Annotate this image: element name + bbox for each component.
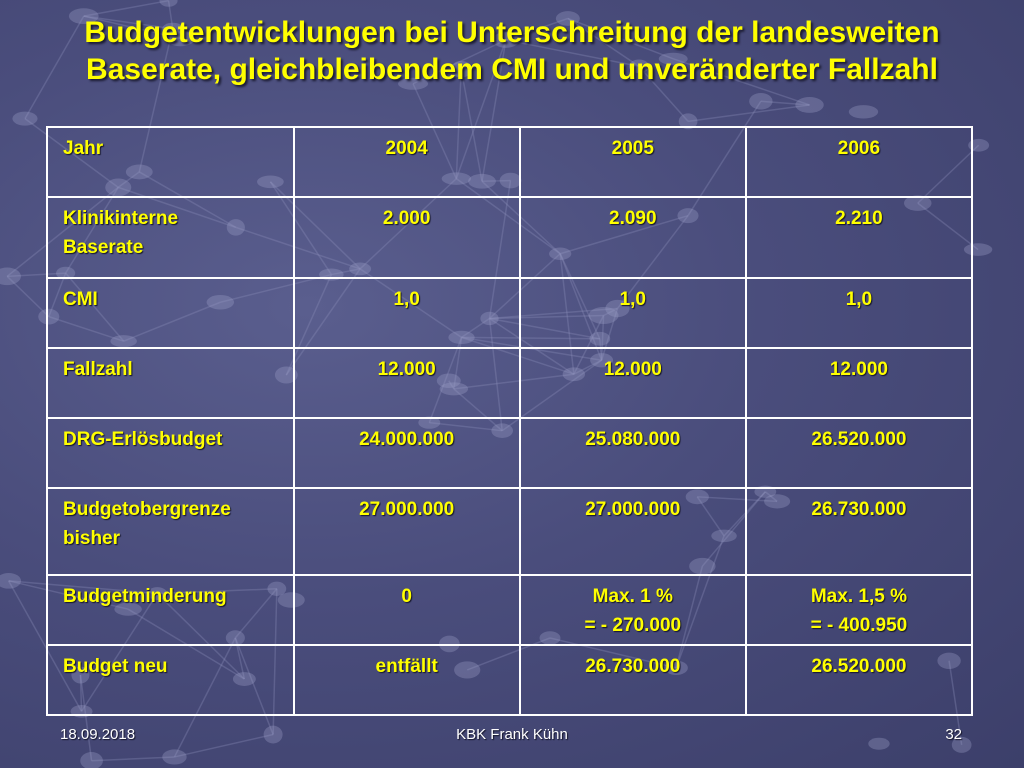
row-label-drg-erloesbudget: DRG-Erlösbudget <box>47 418 294 488</box>
background-node <box>80 752 103 768</box>
slide-title <box>0 14 1024 88</box>
cell-line: = - 270.000 <box>584 615 682 636</box>
header-cell-2004: 2004 <box>294 127 520 197</box>
header-cell-2005: 2005 <box>520 127 746 197</box>
cell-budget-neu-2006: 26.520.000 <box>746 645 972 715</box>
cell-fallzahl-2005: 12.000 <box>520 348 746 418</box>
cell-drg-2006: 26.520.000 <box>746 418 972 488</box>
table-row-cmi <box>47 278 972 348</box>
cell-line: Max. 1 % <box>592 586 673 607</box>
row-label-budget-neu: Budget neu <box>47 645 294 715</box>
background-node <box>162 749 186 764</box>
background-node <box>12 112 37 126</box>
background-node <box>159 0 177 7</box>
row-label-line: Baserate <box>63 237 144 258</box>
slide-title-line-2: Baserate, gleichbleibendem CMI und unveränderter Fallzahl <box>86 53 938 86</box>
budget-table <box>46 126 973 716</box>
table-row-budgetminderung <box>47 575 972 645</box>
background-node <box>849 105 878 118</box>
table-row-budgetobergrenze <box>47 488 972 575</box>
footer-date: 18.09.2018 <box>60 726 136 743</box>
row-label-cmi: CMI <box>47 278 294 348</box>
cell-line: Max. 1,5 % <box>810 586 907 607</box>
background-node <box>0 268 21 286</box>
cell-baserate-2005: 2.090 <box>520 197 746 278</box>
background-node <box>0 573 21 589</box>
cell-baserate-2004: 2.000 <box>294 197 520 278</box>
cell-budget-neu-2004: entfällt <box>294 645 520 715</box>
table-row-budget-neu <box>47 645 972 715</box>
background-node <box>749 93 772 110</box>
cell-drg-2005: 25.080.000 <box>520 418 746 488</box>
slide-title-line-1: Budgetentwicklungen bei Unterschreitung der landesweiten <box>84 16 940 49</box>
cell-cmi-2005: 1,0 <box>520 278 746 348</box>
background-node <box>868 738 889 750</box>
header-cell-year: Jahr <box>47 127 294 197</box>
table-row-drg-erloesbudget <box>47 418 972 488</box>
cell-cmi-2006: 1,0 <box>746 278 972 348</box>
cell-obergrenze-2005: 27.000.000 <box>520 488 746 575</box>
cell-budget-neu-2005: 26.730.000 <box>520 645 746 715</box>
cell-cmi-2004: 1,0 <box>294 278 520 348</box>
background-node <box>795 97 823 113</box>
row-label-fallzahl: Fallzahl <box>47 348 294 418</box>
cell-minderung-2004: 0 <box>294 575 520 645</box>
row-label-line: bisher <box>63 528 121 549</box>
footer-author: KBK Frank Kühn <box>456 726 568 743</box>
row-label-line: Budgetobergrenze <box>63 499 231 520</box>
cell-baserate-2006: 2.210 <box>746 197 972 278</box>
cell-minderung-2005 <box>520 575 746 645</box>
row-label-budgetobergrenze <box>47 488 294 575</box>
footer-page-number: 32 <box>945 726 962 743</box>
background-line <box>174 735 273 757</box>
background-node <box>264 726 283 744</box>
cell-obergrenze-2004: 27.000.000 <box>294 488 520 575</box>
table-header-row <box>47 127 972 197</box>
cell-minderung-2006 <box>746 575 972 645</box>
cell-drg-2004: 24.000.000 <box>294 418 520 488</box>
header-cell-2006: 2006 <box>746 127 972 197</box>
cell-obergrenze-2006: 26.730.000 <box>746 488 972 575</box>
background-line <box>92 757 175 761</box>
cell-fallzahl-2004: 12.000 <box>294 348 520 418</box>
row-label-line: Klinikinterne <box>63 208 179 229</box>
row-label-budgetminderung: Budgetminderung <box>47 575 294 645</box>
row-label-baserate <box>47 197 294 278</box>
cell-fallzahl-2006: 12.000 <box>746 348 972 418</box>
table-row-fallzahl <box>47 348 972 418</box>
cell-line: = - 400.950 <box>810 615 908 636</box>
table-row-baserate <box>47 197 972 278</box>
